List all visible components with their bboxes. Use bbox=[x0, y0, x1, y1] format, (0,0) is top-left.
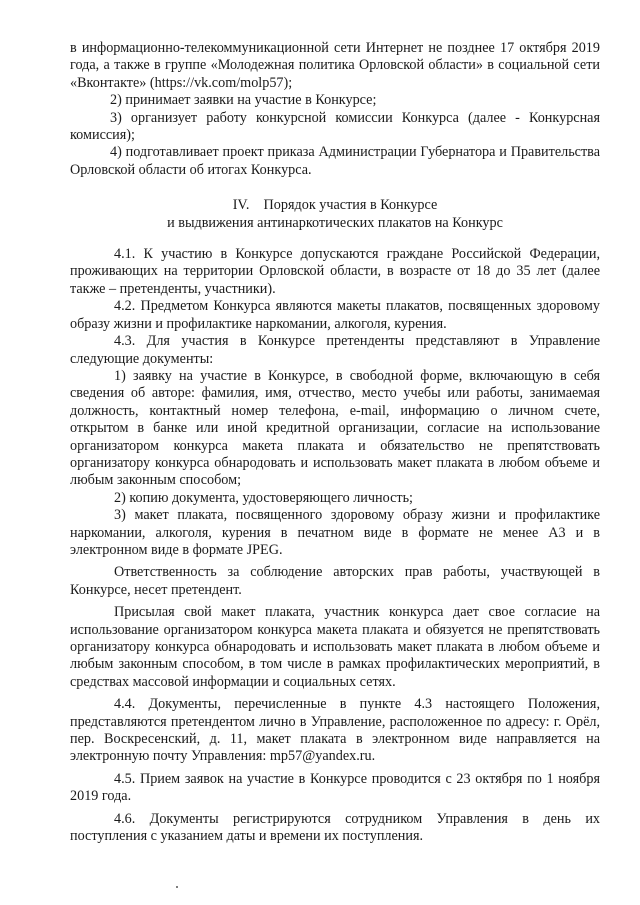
section-heading bbox=[70, 197, 600, 232]
paragraph-4-4: 4.4. Документы, перечисленные в пункте 4.3 настоящего Положения, представляются претендентом лично в Управление, расположенное по адресу: г. Орёл, пер. Воскресенский, д. 11, макет плаката в электронном виде направляется на электронную почту Управления: mp57@yandex.ru. bbox=[70, 696, 600, 765]
paragraph-4-2: 4.2. Предметом Конкурса являются макеты плакатов, посвященных здоровому образу жизни и профилактике наркомании, алкоголя, курения. bbox=[70, 298, 600, 332]
paragraph-item-3: 3) организует работу конкурсной комиссии Конкурса (далее - Конкурсная комиссия); bbox=[70, 109, 600, 144]
paragraph-item-2: 2) принимает заявки на участие в Конкурсе; bbox=[110, 92, 377, 109]
section-heading-line1: IV. Порядок участия в Конкурсе bbox=[232, 197, 438, 214]
paragraph-4-3-item-1: 1) заявку на участие в Конкурсе, в свободной форме, включающую в себя сведения об авторе: фамилия, имя, отчество, место учебы или работы, занимаемая должность, контактный номер телефона, e-mail, информацию о личном счете, открытом в банке или иной кредитной организации, согласие на использование организатором конкурса макета плаката и обязательство не препятствовать организатору конкурса обнародовать и использовать макет плаката в любом объеме и любым законным способом; bbox=[70, 367, 600, 489]
paragraph-4-1: 4.1. К участию в Конкурсе допускаются граждане Российской Федерации, проживающих на территории Орловской области, в возрасте от 18 до 35 лет (далее также – претенденты, участники). bbox=[70, 246, 600, 297]
paragraph-consent: Присылая свой макет плаката, участник конкурса дает свое согласие на использование организатором конкурса макета плаката и обязуется не препятствовать организатору конкурса обнародовать и использовать макет плаката в любом объеме и любым законным способом, в том числе в рамках профилактических мероприятий, в средствах массовой информации и социальных сетях. bbox=[70, 604, 600, 690]
paragraph-item-4: 4) подготавливает проект приказа Администрации Губернатора и Правительства Орловской области об итогах Конкурса. bbox=[70, 144, 600, 178]
section-heading-line2: и выдвижения антинаркотических плакатов на Конкурс bbox=[167, 214, 503, 231]
paragraph-4-6: 4.6. Документы регистрируются сотрудником Управления в день их поступления с указанием даты и времени их поступления. bbox=[70, 810, 600, 845]
paragraph-4-3-item-2: 2) копию документа, удостоверяющего личность; bbox=[114, 489, 413, 506]
scan-speck bbox=[176, 886, 178, 888]
document-body bbox=[70, 40, 600, 845]
paragraph-responsibility: Ответственность за соблюдение авторских прав работы, участвующей в Конкурсе, несет претендент. bbox=[70, 564, 600, 598]
paragraph-4-3: 4.3. Для участия в Конкурсе претенденты представляют в Управление следующие документы: bbox=[70, 333, 600, 367]
paragraph-4-5: 4.5. Прием заявок на участие в Конкурсе проводится с 23 октября по 1 ноября 2019 года. bbox=[70, 770, 600, 805]
paragraph-publication: в информационно-телекоммуникационной сети Интернет не позднее 17 октября 2019 года, а также в группе «Молодежная политика Орловской области» в социальной сети «Вконтакте» (https://vk.com/molp57); bbox=[70, 40, 600, 91]
paragraph-4-3-item-3: 3) макет плаката, посвященного здоровому образу жизни и профилактике наркомании, алкоголя, курения в печатном виде в формате не менее А3 и в электронном виде в формате JPEG. bbox=[70, 507, 600, 558]
